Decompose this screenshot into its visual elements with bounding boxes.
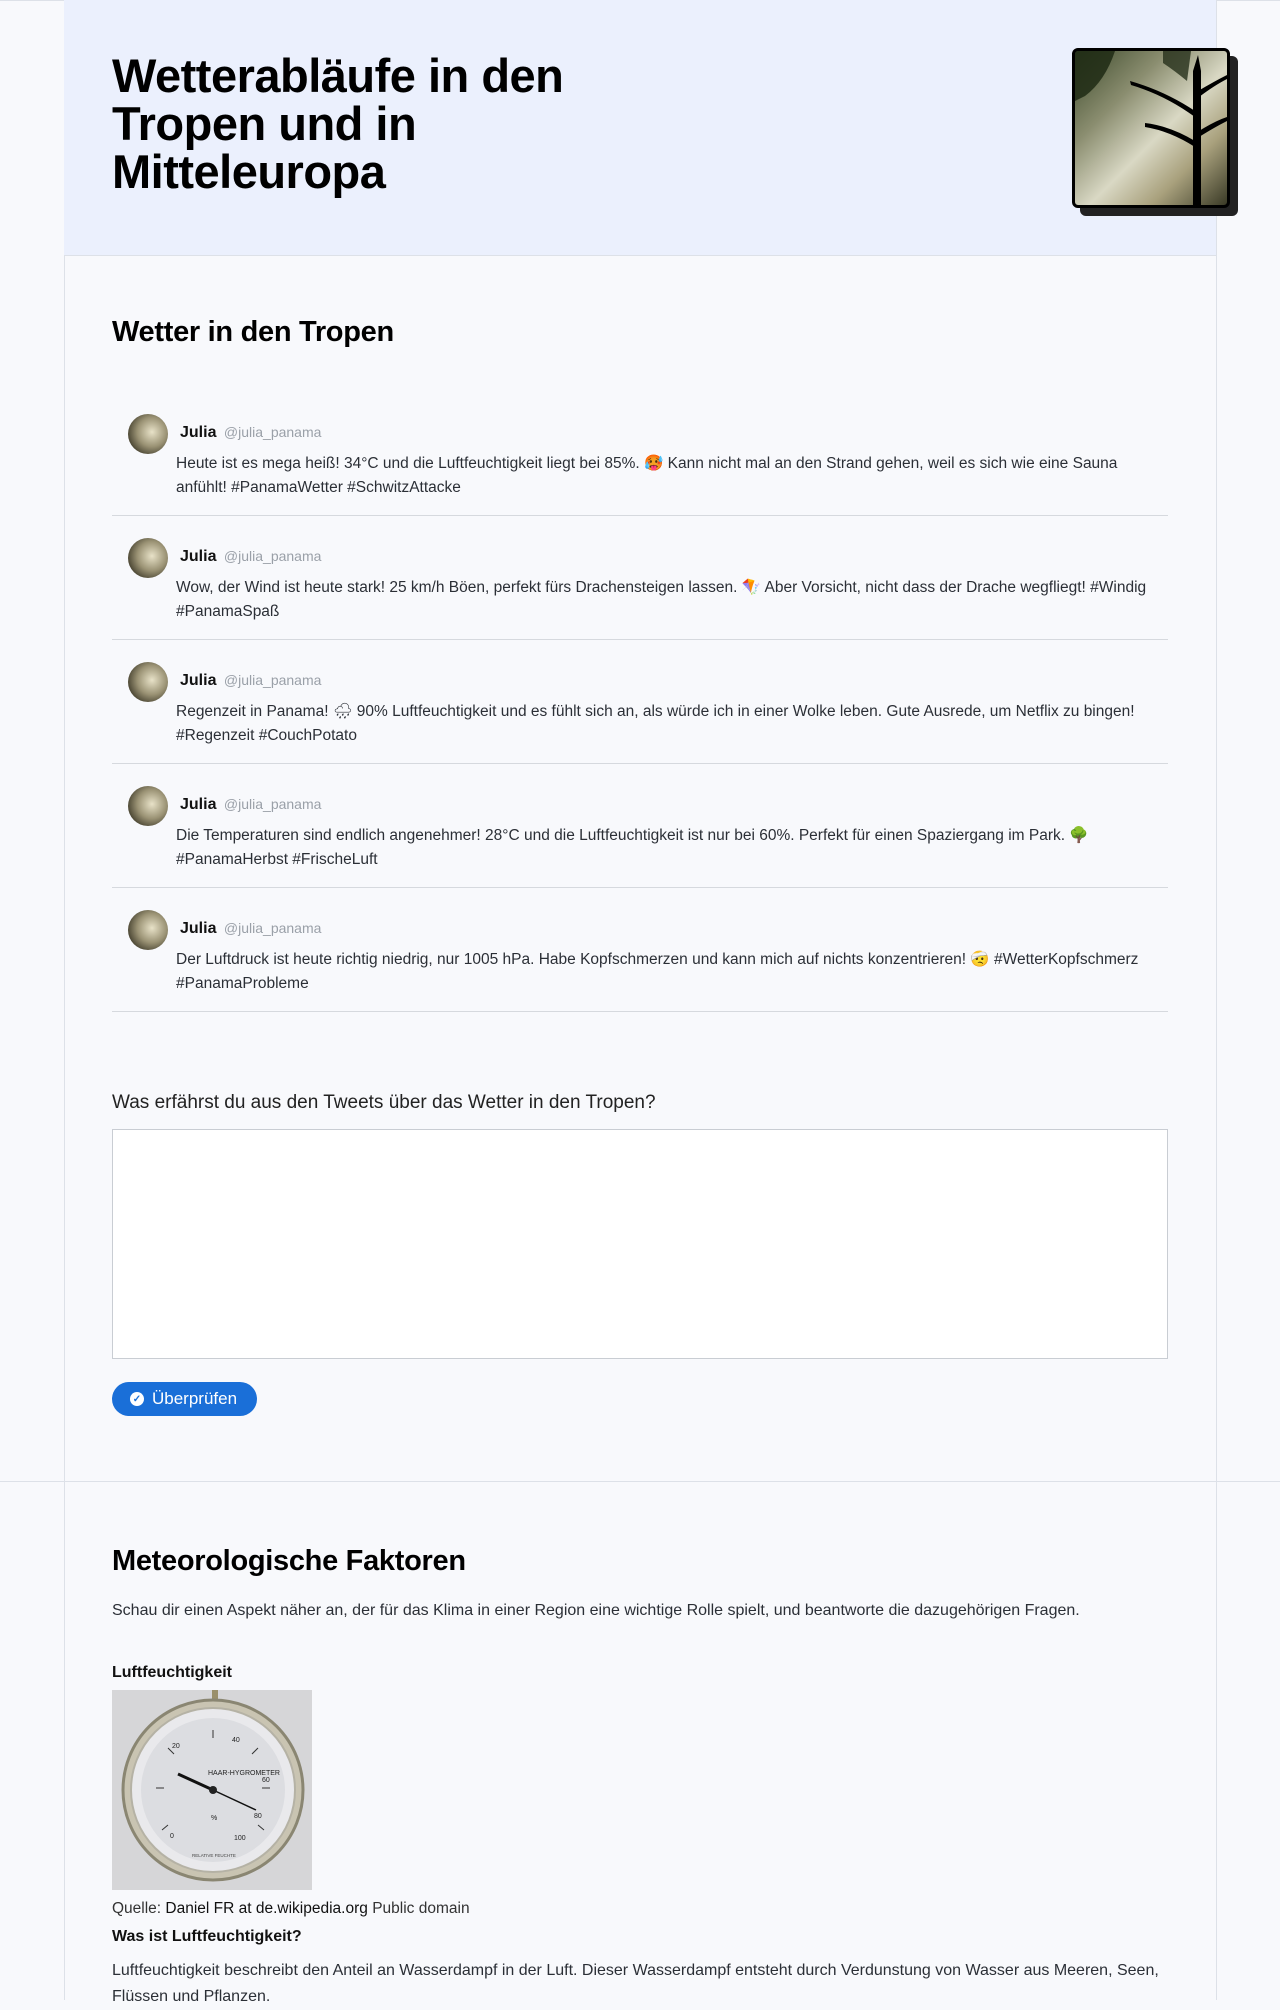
tweet-author-handle[interactable]: @julia_panama xyxy=(223,796,322,812)
tweet-author-name[interactable]: Julia xyxy=(180,920,217,937)
section-title-factors: Meteorologische Faktoren xyxy=(112,1545,466,1577)
hygrometer-gauge-icon xyxy=(112,1690,312,1890)
humidity-subquestion: Was ist Luftfeuchtigkeit? xyxy=(112,1928,302,1945)
hygrometer-scale-60: 60 xyxy=(262,1777,270,1784)
tweet-item xyxy=(112,888,1168,1012)
hygrometer-bottom-label: RELATIVE FEUCHTE xyxy=(192,1853,236,1858)
tweet-author-handle[interactable]: @julia_panama xyxy=(223,424,322,440)
hygrometer-scale-0: 0 xyxy=(170,1833,174,1840)
tweet-author-name[interactable]: Julia xyxy=(180,672,217,689)
tweet-author-name[interactable]: Julia xyxy=(180,796,217,813)
source-author-link[interactable]: Daniel FR at de.wikipedia.org xyxy=(165,1900,368,1917)
tree-silhouette-icon xyxy=(1075,51,1227,205)
image-source xyxy=(112,1900,1168,1918)
factors-intro: Schau dir einen Aspekt näher an, der für das Klima in einer Region eine wichtige Rolle spielt, und beantworte die dazugehörigen Fragen. xyxy=(112,1602,1080,1619)
tweet-item xyxy=(112,640,1168,764)
tweet-author-name[interactable]: Julia xyxy=(180,424,217,441)
avatar[interactable] xyxy=(128,538,168,578)
tweet-author-handle[interactable]: @julia_panama xyxy=(223,672,322,688)
hygrometer-unit: % xyxy=(211,1815,218,1822)
tweet-author-handle[interactable]: @julia_panama xyxy=(223,548,322,564)
tweet-list xyxy=(112,392,1168,1012)
hygrometer-image xyxy=(112,1690,312,1890)
layout-guide-left xyxy=(64,0,65,2000)
tweet-item xyxy=(112,764,1168,888)
hygrometer-scale-40: 40 xyxy=(232,1737,240,1744)
avatar[interactable] xyxy=(128,414,168,454)
tweet-text: Regenzeit in Panama! 🌧 90% Luftfeuchtigkeit und es fühlt sich an, als würde ich in einer Wolke leben. Gute Ausrede, um Netflix zu bingen! #Regenzeit #CouchPotato xyxy=(176,703,1135,744)
tweet-item xyxy=(112,516,1168,640)
checkmark-circle-icon: ✓ xyxy=(130,1392,144,1406)
meteorological-factors-section xyxy=(112,1481,1168,2010)
tweet-text: Wow, der Wind ist heute stark! 25 km/h Böen, perfekt fürs Drachensteigen lassen. 🪁 Aber Vorsicht, nicht dass der Drache wegfliegt! #Windig #PanamaSpaß xyxy=(176,579,1147,620)
header-forest-image xyxy=(1072,48,1230,208)
check-answer-button[interactable] xyxy=(112,1382,257,1416)
section-title-tropics: Wetter in den Tropen xyxy=(112,316,394,348)
hygrometer-scale-20: 20 xyxy=(172,1743,180,1750)
tweet-item xyxy=(112,392,1168,516)
hygrometer-scale-100: 100 xyxy=(234,1835,246,1842)
avatar[interactable] xyxy=(128,786,168,826)
hygrometer-scale-80: 80 xyxy=(254,1813,262,1820)
page-title: Wetterabläufe in den Tropen und in Mitteleuropa xyxy=(112,49,564,198)
source-prefix: Quelle: xyxy=(112,1900,166,1917)
factor-label-humidity: Luftfeuchtigkeit xyxy=(112,1664,232,1681)
tropics-answer-field[interactable] xyxy=(112,1129,1168,1359)
tweet-author-handle[interactable]: @julia_panama xyxy=(223,920,322,936)
check-button-label: Überprüfen xyxy=(152,1389,238,1408)
avatar[interactable] xyxy=(128,910,168,950)
page-header xyxy=(64,0,1216,256)
tweet-text: Heute ist es mega heiß! 34°C und die Luftfeuchtigkeit liegt bei 85%. 🥵 Kann nicht mal an den Strand gehen, weil es sich wie eine Sauna anfühlt! #PanamaWetter #SchwitzAttacke xyxy=(176,455,1118,496)
source-license: Public domain xyxy=(372,1900,470,1917)
avatar[interactable] xyxy=(128,662,168,702)
tweet-text: Der Luftdruck ist heute richtig niedrig, nur 1005 hPa. Habe Kopfschmerzen und kann mich auf nichts konzentrieren! 🤕 #WetterKopfschmerz #PanamaProbleme xyxy=(176,951,1139,992)
tropics-question: Was erfährst du aus den Tweets über das Wetter in den Tropen? xyxy=(112,1092,656,1113)
tweet-text: Die Temperaturen sind endlich angenehmer! 28°C und die Luftfeuchtigkeit ist nur bei 60%. Perfekt für einen Spaziergang im Park. 🌳 #PanamaHerbst #FrischeLuft xyxy=(176,827,1089,868)
humidity-description: Luftfeuchtigkeit beschreibt den Anteil an Wasserdampf in der Luft. Dieser Wasserdampf entsteht durch Verdunstung von Wasser aus Meeren, Seen, Flüssen und Pflanzen. xyxy=(112,1962,1159,2005)
tweet-author-name[interactable]: Julia xyxy=(180,548,217,565)
layout-guide-right xyxy=(1216,0,1217,2000)
hygrometer-brand: HAAR-HYGROMETER xyxy=(208,1770,280,1777)
